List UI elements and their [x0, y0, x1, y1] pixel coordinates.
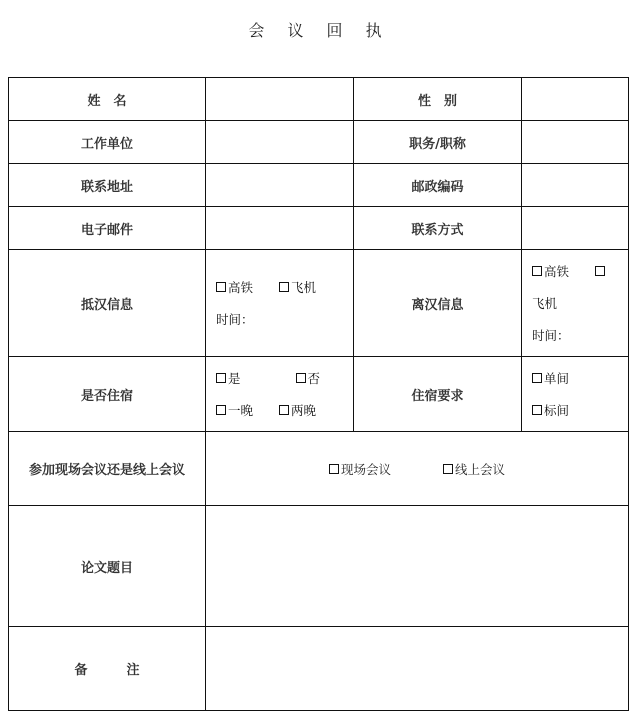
position-label: 职务/职称 [353, 120, 522, 164]
postcode-field[interactable] [521, 163, 629, 207]
arrival-option-plane[interactable]: 飞机 [279, 278, 316, 296]
departure-option-train[interactable]: 高铁 [532, 262, 569, 280]
reply-form-table [8, 77, 629, 711]
name-label: 姓 名 [8, 77, 206, 121]
work-unit-label: 工作单位 [8, 120, 206, 164]
arrival-time[interactable]: 时间： [216, 312, 254, 327]
departure-label: 离汉信息 [353, 249, 522, 357]
checkbox-icon[interactable] [216, 405, 226, 415]
checkbox-icon[interactable] [532, 266, 542, 276]
room-options [521, 356, 629, 432]
accommodation-option-one-night[interactable]: 一晚 [216, 401, 253, 419]
arrival-options [205, 249, 354, 357]
accommodation-option-yes[interactable]: 是 [216, 369, 241, 387]
paper-title-label: 论文题目 [8, 505, 206, 627]
remarks-field[interactable] [205, 626, 629, 711]
postcode-label: 邮政编码 [353, 163, 522, 207]
room-option-single[interactable]: 单间 [532, 369, 569, 387]
room-label: 住宿要求 [353, 356, 522, 432]
paper-title-field[interactable] [205, 505, 629, 627]
departure-option-plane[interactable]: 飞机 [532, 296, 558, 311]
attendance-options [205, 431, 629, 506]
checkbox-icon[interactable] [279, 405, 289, 415]
contact-label: 联系方式 [353, 206, 522, 250]
checkbox-icon[interactable] [296, 373, 306, 383]
accommodation-option-two-nights[interactable]: 两晚 [279, 401, 316, 419]
position-field[interactable] [521, 120, 629, 164]
attendance-option-onsite[interactable]: 现场会议 [329, 460, 391, 478]
address-field[interactable] [205, 163, 354, 207]
email-field[interactable] [205, 206, 354, 250]
arrival-label: 抵汉信息 [8, 249, 206, 357]
departure-time[interactable]: 时间： [532, 328, 570, 343]
email-label: 电子邮件 [8, 206, 206, 250]
accommodation-label: 是否住宿 [8, 356, 206, 432]
accommodation-options [205, 356, 354, 432]
room-option-standard[interactable]: 标间 [532, 401, 569, 419]
attendance-label: 参加现场会议还是线上会议 [8, 431, 206, 506]
contact-field[interactable] [521, 206, 629, 250]
checkbox-icon[interactable] [443, 464, 453, 474]
arrival-option-train[interactable]: 高铁 [216, 278, 253, 296]
address-label: 联系地址 [8, 163, 206, 207]
checkbox-icon[interactable] [595, 266, 605, 276]
work-unit-field[interactable] [205, 120, 354, 164]
name-field[interactable] [205, 77, 354, 121]
checkbox-icon[interactable] [532, 373, 542, 383]
checkbox-icon[interactable] [279, 282, 289, 292]
checkbox-icon[interactable] [216, 373, 226, 383]
accommodation-option-no[interactable]: 否 [296, 369, 321, 387]
gender-label: 性 别 [353, 77, 522, 121]
checkbox-icon[interactable] [532, 405, 542, 415]
attendance-option-online[interactable]: 线上会议 [443, 460, 505, 478]
departure-options [521, 249, 629, 357]
gender-field[interactable] [521, 77, 629, 121]
form-title: 会 议 回 执 [248, 21, 391, 40]
remarks-label: 备 注 [8, 626, 206, 711]
checkbox-icon[interactable] [216, 282, 226, 292]
checkbox-icon[interactable] [329, 464, 339, 474]
